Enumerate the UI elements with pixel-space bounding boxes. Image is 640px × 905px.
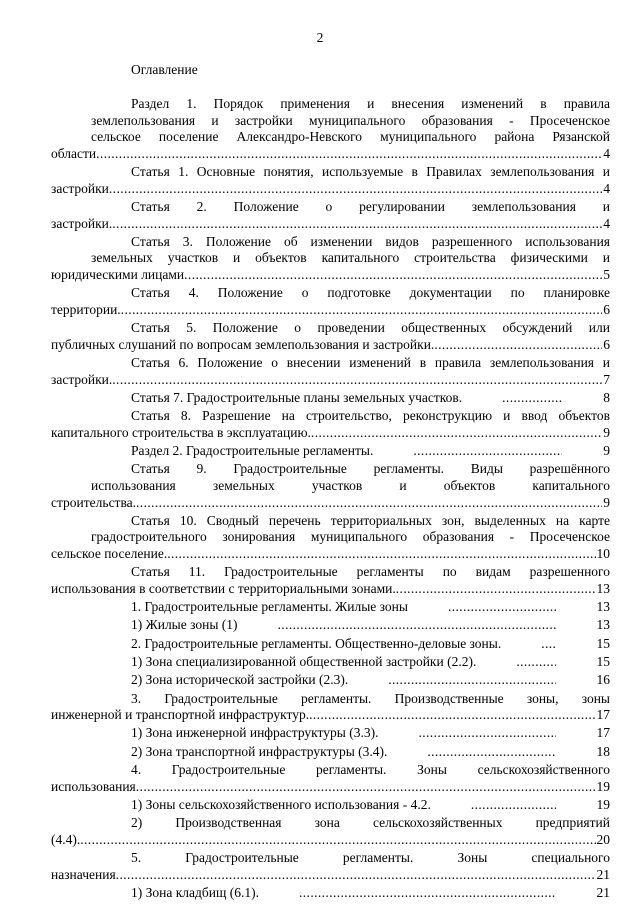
toc-entry-text-line: Статья 5. Положение о проведении общественных обсуждений или (131, 320, 610, 336)
toc-entry-title: публичных слушаний по вопросам землепользования и застройки. (51, 336, 435, 352)
toc-entry-text-line: Статья 10. Сводный перечень территориальных зон, выделенных на карте (131, 512, 610, 528)
toc-entry-page: 17 (596, 725, 610, 741)
toc-entry[interactable] (51, 355, 610, 388)
toc-entry[interactable] (51, 285, 610, 318)
toc-entry-text-line: Статья 11. Градостроительные регламенты по видам разрешенного (131, 564, 610, 580)
toc-entry-title: застройки (51, 180, 109, 196)
toc-entry-page: 16 (596, 672, 610, 688)
toc-entry-text-line: Статья 4. Положение о подготовке документации по планировке (131, 285, 610, 301)
toc-entry-line (51, 832, 610, 849)
toc-entry-text-line: Раздел 1. Порядок применения и внесения изменений в правила (131, 96, 610, 111)
toc-entry-title: Статья 7. Градостроительные планы земельных участков. (131, 389, 463, 405)
toc-entry[interactable] (91, 599, 610, 616)
toc-entry-line (91, 744, 610, 761)
toc-entry-title: использования (51, 778, 136, 794)
toc-entry-title: 1) Зона кладбищ (6.1). (131, 884, 259, 900)
toc-entry-line (51, 337, 610, 354)
toc-entry-title: назначения (51, 866, 116, 882)
toc-entry-line (91, 443, 610, 460)
toc-entry-title: 1) Зоны сельскохозяйственного использования - 4.2. (131, 796, 431, 812)
toc-entry-page: 5 (603, 267, 610, 282)
toc-dot-leader (109, 181, 602, 198)
toc-entry-page: 19 (596, 778, 610, 794)
toc-entry-line (91, 672, 610, 689)
toc-entry-title: сельское поселение. (51, 546, 168, 561)
toc-entry[interactable] (91, 885, 610, 902)
toc-entry-text-line: Статья 8. Разрешение на строительство, реконструкцию и ввод объектов (131, 408, 610, 424)
toc-entry[interactable] (51, 815, 610, 848)
toc-entry-line (91, 725, 610, 742)
toc-entry[interactable] (51, 233, 610, 284)
toc-entry-line (91, 599, 610, 616)
page-number: 2 (316, 30, 324, 45)
toc-entry-title: застройки. (51, 215, 113, 231)
toc-entry-page: 4 (603, 215, 610, 231)
toc-dot-leader (136, 495, 602, 512)
toc-entry-text-line: 3. Градостроительные регламенты. Производственные зоны, зоны (131, 690, 610, 706)
toc-entry-line (51, 495, 610, 512)
toc-entry-line (91, 636, 610, 653)
toc-dot-leader (348, 672, 555, 689)
toc-dot-leader (373, 443, 562, 460)
toc-entry-line (51, 581, 610, 598)
toc-entry-page: 13 (596, 599, 610, 615)
toc-entry-line (91, 654, 610, 671)
toc-entry-title: строительства. (51, 494, 137, 510)
toc-entry-title: территории. (51, 301, 121, 317)
toc-entry-page: 15 (596, 635, 610, 651)
toc-title: Оглавление (131, 62, 198, 77)
toc-entry-text-line: 2) Производственная зона сельскохозяйственных предприятий (131, 815, 610, 831)
toc-entry-page: 19 (596, 796, 610, 812)
toc-entry-line (91, 885, 610, 902)
toc-entry-title: (4.4). (51, 831, 81, 847)
toc-entry-wrapped-text (91, 199, 610, 216)
toc-entry-page: 6 (603, 301, 610, 317)
toc-entry-page: 20 (596, 831, 610, 847)
toc-dot-leader (136, 779, 596, 796)
toc-entry-text-line: градостроительного зонирования муниципального образования - Просеченское (91, 529, 610, 545)
toc-entry[interactable] (51, 461, 610, 511)
toc-entry[interactable] (91, 797, 610, 814)
toc-entry-page: 13 (596, 580, 610, 596)
toc-entry-title: 2) Зона исторической застройки (2.3). (131, 672, 349, 688)
toc-entry-wrapped-text (91, 513, 610, 546)
toc-entry-wrapped-text (91, 564, 610, 581)
toc-entry-line (51, 779, 610, 796)
toc-dot-leader (311, 425, 602, 442)
toc-entry-page: 6 (603, 336, 610, 352)
toc-entry-wrapped-text (91, 850, 610, 867)
toc-entry-page: 21 (596, 884, 610, 900)
toc-entry-title: 2. Градостроительные регламенты. Общественно-деловые зоны. (131, 635, 502, 651)
toc-entry-line (91, 797, 610, 814)
toc-entry-wrapped-text (91, 96, 610, 146)
toc-dot-leader (387, 744, 555, 761)
toc-entry-title: использования в соответствии с территориальными зонами. (51, 580, 396, 596)
toc-entry-title: инженерной и транспортной инфраструктур. (51, 707, 310, 723)
toc-entry[interactable] (91, 654, 610, 671)
toc-dot-leader (80, 832, 595, 849)
toc-dot-leader (309, 707, 595, 724)
toc-dot-leader (167, 546, 595, 563)
toc-entry-title: области (51, 145, 97, 161)
toc-entry-title: юридическими лицами (51, 267, 185, 282)
toc-entry-title: застройки. (51, 371, 113, 387)
toc-entry-page: 18 (596, 743, 610, 759)
toc-entry[interactable] (91, 672, 610, 689)
toc-entry-text-line: землепользования и застройки муниципального образования - Просеченское (91, 112, 610, 128)
toc-entry-title: 1) Зона инженерной инфраструктуры (3.3). (131, 725, 379, 741)
toc-entry-line (51, 267, 610, 284)
toc-dot-leader (121, 302, 603, 319)
toc-entry-page: 4 (603, 145, 610, 161)
toc-entry-line (91, 617, 610, 634)
toc-entry-wrapped-text (91, 691, 610, 708)
toc-entry-line (91, 390, 610, 407)
toc-entry-line (51, 181, 610, 198)
toc-dot-leader (378, 725, 555, 742)
toc-entry-text-line: земельных участков и объектов капитального строительства физическими и (91, 250, 610, 266)
toc-entry-page: 17 (596, 707, 610, 723)
toc-entry-text-line: Статья 6. Положение о внесении изменений в правила землепользования и (131, 355, 610, 371)
toc-entry[interactable] (51, 198, 610, 232)
toc-entry-wrapped-text (91, 234, 610, 267)
toc-entry-title: капитального строительства в эксплуатацию. (51, 424, 311, 440)
toc-entry-line (51, 302, 610, 319)
toc-entry[interactable] (51, 96, 610, 162)
toc-dot-leader (112, 372, 602, 389)
toc-entry-text-line: 4. Градостроительные регламенты. Зоны сельскохозяйственного (131, 762, 610, 777)
toc-entry-line (51, 216, 610, 233)
toc-entry-text-line: использования земельных участков и объектов капитального (91, 477, 610, 493)
toc-entry-wrapped-text (91, 815, 610, 832)
toc-entry[interactable] (91, 725, 610, 742)
toc-entry-title: Раздел 2. Градостроительные регламенты. (131, 443, 374, 459)
toc-entry[interactable] (91, 443, 610, 460)
toc-entry-page: 13 (596, 617, 610, 633)
toc-entry-wrapped-text (91, 355, 610, 372)
toc-entry-wrapped-text (91, 285, 610, 302)
toc-entry[interactable] (51, 408, 610, 441)
toc-entry-line (51, 546, 610, 563)
toc-entry-wrapped-text (91, 164, 610, 181)
toc-entry-page: 9 (603, 443, 610, 459)
toc-dot-leader (96, 146, 602, 163)
toc-entry[interactable] (51, 164, 610, 197)
toc-entry-title: 2) Зона транспортной инфраструктуры (3.4). (131, 743, 388, 759)
toc-entry-line (51, 707, 610, 724)
toc-entry-text-line: сельское поселение Александро-Невского муниципального района Рязанской (91, 129, 610, 145)
toc-entry-page: 9 (603, 424, 610, 440)
toc-entry[interactable] (51, 690, 610, 724)
toc-entry[interactable] (91, 617, 610, 634)
toc-entry-line (51, 372, 610, 389)
toc-entry-page: 10 (596, 546, 610, 561)
toc-entry[interactable] (51, 762, 610, 795)
table-of-contents (51, 96, 610, 903)
toc-entry-page: 8 (603, 389, 610, 405)
toc-entry[interactable] (51, 564, 610, 597)
toc-entry-title: 1. Градостроительные регламенты. Жилые зоны (131, 599, 408, 615)
toc-dot-leader (259, 885, 556, 902)
toc-entry-page: 7 (603, 371, 610, 387)
toc-entry-wrapped-text (91, 461, 610, 494)
toc-entry-text-line: Статья 9. Градостроительные регламенты. Виды разрешённого (131, 461, 610, 477)
toc-entry-line (51, 146, 610, 163)
toc-entry[interactable] (51, 512, 610, 563)
toc-entry[interactable] (91, 636, 610, 653)
toc-dot-leader (434, 337, 602, 354)
toc-entry[interactable] (91, 390, 610, 407)
toc-dot-leader (396, 581, 596, 598)
toc-dot-leader (112, 216, 602, 233)
toc-entry[interactable] (51, 850, 610, 883)
toc-entry-text-line: Статья 3. Положение об изменении видов разрешенного использования (131, 233, 610, 249)
toc-dot-leader (431, 797, 556, 814)
toc-entry-wrapped-text (91, 408, 610, 425)
toc-entry[interactable] (91, 744, 610, 761)
toc-dot-leader (116, 867, 596, 884)
toc-entry-page: 9 (603, 494, 610, 510)
toc-entry-wrapped-text (91, 762, 610, 779)
toc-dot-leader (462, 390, 562, 407)
toc-entry-text-line: 5. Градостроительные регламенты. Зоны специального (131, 850, 610, 866)
toc-entry-text-line: Статья 2. Положение о регулировании землепользования и (131, 198, 610, 214)
toc-entry-page: 4 (603, 180, 610, 196)
toc-dot-leader (501, 636, 555, 653)
toc-entry-line (51, 867, 610, 884)
toc-entry-line (51, 425, 610, 442)
toc-dot-leader (476, 654, 555, 671)
toc-dot-leader (238, 617, 556, 634)
toc-dot-leader (408, 599, 556, 616)
toc-entry-wrapped-text (91, 320, 610, 337)
toc-entry-page: 21 (596, 866, 610, 882)
toc-entry[interactable] (51, 320, 610, 353)
toc-entry-page: 15 (596, 654, 610, 669)
toc-entry-title: 1) Жилые зоны (1) (131, 617, 238, 633)
toc-dot-leader (184, 267, 602, 284)
toc-entry-title: 1) Зона специализированной общественной застройки (2.2). (131, 654, 477, 669)
toc-entry-text-line: Статья 1. Основные понятия, используемые в Правилах землепользования и (131, 164, 610, 180)
